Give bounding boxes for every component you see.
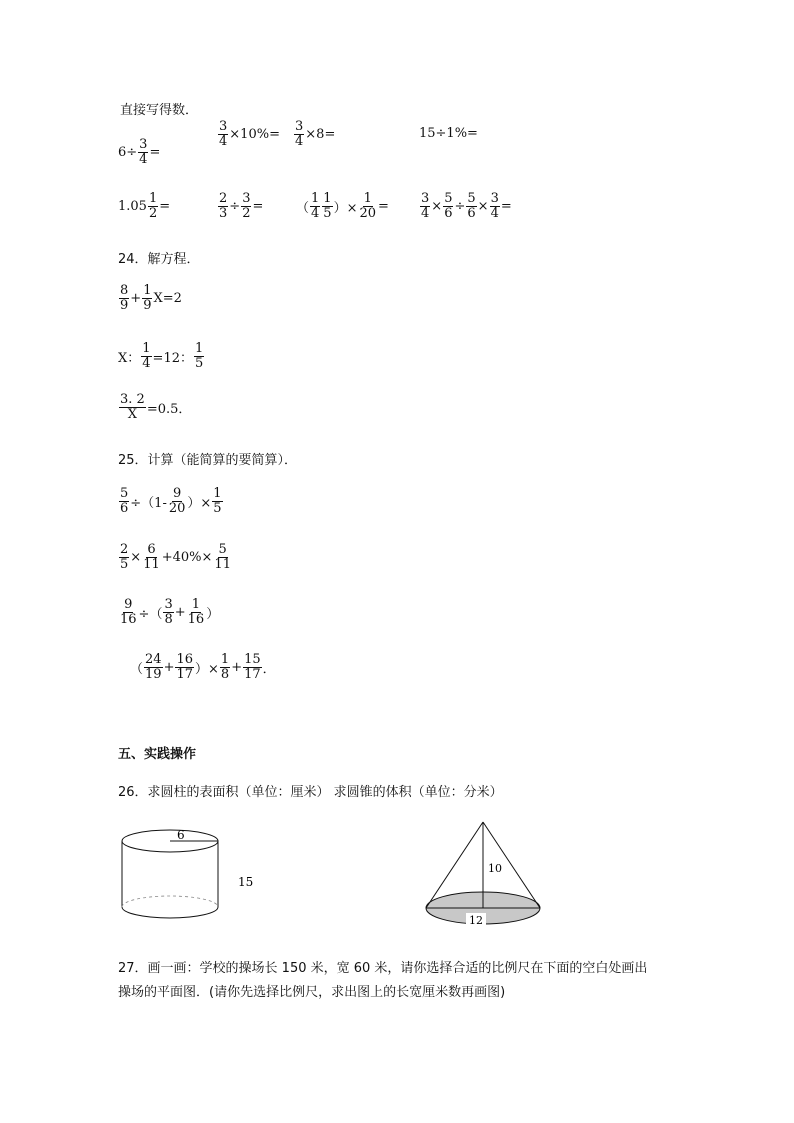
q23-expr-c: $\frac{3}{4}$ ×8= (295, 119, 336, 149)
q24-title: 24．解方程． (118, 252, 200, 267)
q23-expr-b: $\frac{3}{4}$ ×10%= (219, 119, 280, 149)
q23-expr-g: （ $\frac{1}{4}$ $\frac{1}{5}$ ）× $\frac{1}{20}$ = (296, 191, 389, 221)
q24-eq-2: X： $\frac{1}{4}$ =12： $\frac{1}{5}$ (118, 341, 204, 371)
cone-diameter-label: 12 (469, 914, 483, 927)
q27-line-2: 操场的平面图．(请你先选择比例尺，求出图上的长宽厘米数再画图) (118, 985, 506, 1000)
q25-title: 25．计算（能简算的要简算）． (118, 453, 298, 468)
q23-title: 直接写得数． (120, 103, 199, 118)
cone-figure (420, 818, 550, 933)
q23-expr-f: $\frac{2}{3}$ ÷ $\frac{3}{2}$ = (219, 191, 264, 221)
q23-expr-d: 15÷1%= (419, 126, 478, 141)
q25-calc-2: $\frac{2}{5}$ × $\frac{6}{11}$ +40%× $\frac{5}{11}$ (120, 542, 231, 572)
q23-expr-e: 1.05 $\frac{1}{2}$ = (118, 191, 171, 221)
q25-calc-1: $\frac{5}{6}$ ÷（1- $\frac{9}{20}$ ）× $\frac{1}{5}$ (120, 486, 222, 516)
q24-eq-1: $\frac{8}{9}$ + $\frac{1}{9}$ X=2 (120, 283, 182, 313)
section-5-heading: 五、实践操作 (118, 747, 197, 762)
cylinder-radius-label: 6 (177, 828, 185, 842)
q24-eq-3: $\frac{3. 2}{X}$ =0.5． (120, 392, 192, 422)
q25-calc-4: （ $\frac{24}{19}$ + $\frac{16}{17}$ ）× $\frac{1}{8}$ + $\frac{15}{17}$ ． (130, 652, 276, 682)
cylinder-figure (115, 825, 275, 920)
cone-height-label: 10 (488, 862, 502, 875)
cylinder-height-label: 15 (238, 875, 254, 889)
q23-expr-a: 6÷ $\frac{3}{4}$ = (118, 137, 161, 167)
q23-expr-h: $\frac{3}{4}$ × $\frac{5}{6}$ ÷ $\frac{5}{6}$ × $\frac{3}{4}$ = (421, 191, 512, 221)
q25-calc-3: $\frac{9}{16}$ ÷（ $\frac{3}{8}$ + $\frac{1}{16}$ ） (120, 597, 220, 627)
q27-line-1: 27．画一画：学校的操场长 150 米，宽 60 米，请你选择合适的比例尺在下面的空白处画出 (118, 961, 648, 976)
q26-title: 26．求圆柱的表面积（单位：厘米） 求圆锥的体积（单位：分米） (118, 785, 503, 800)
